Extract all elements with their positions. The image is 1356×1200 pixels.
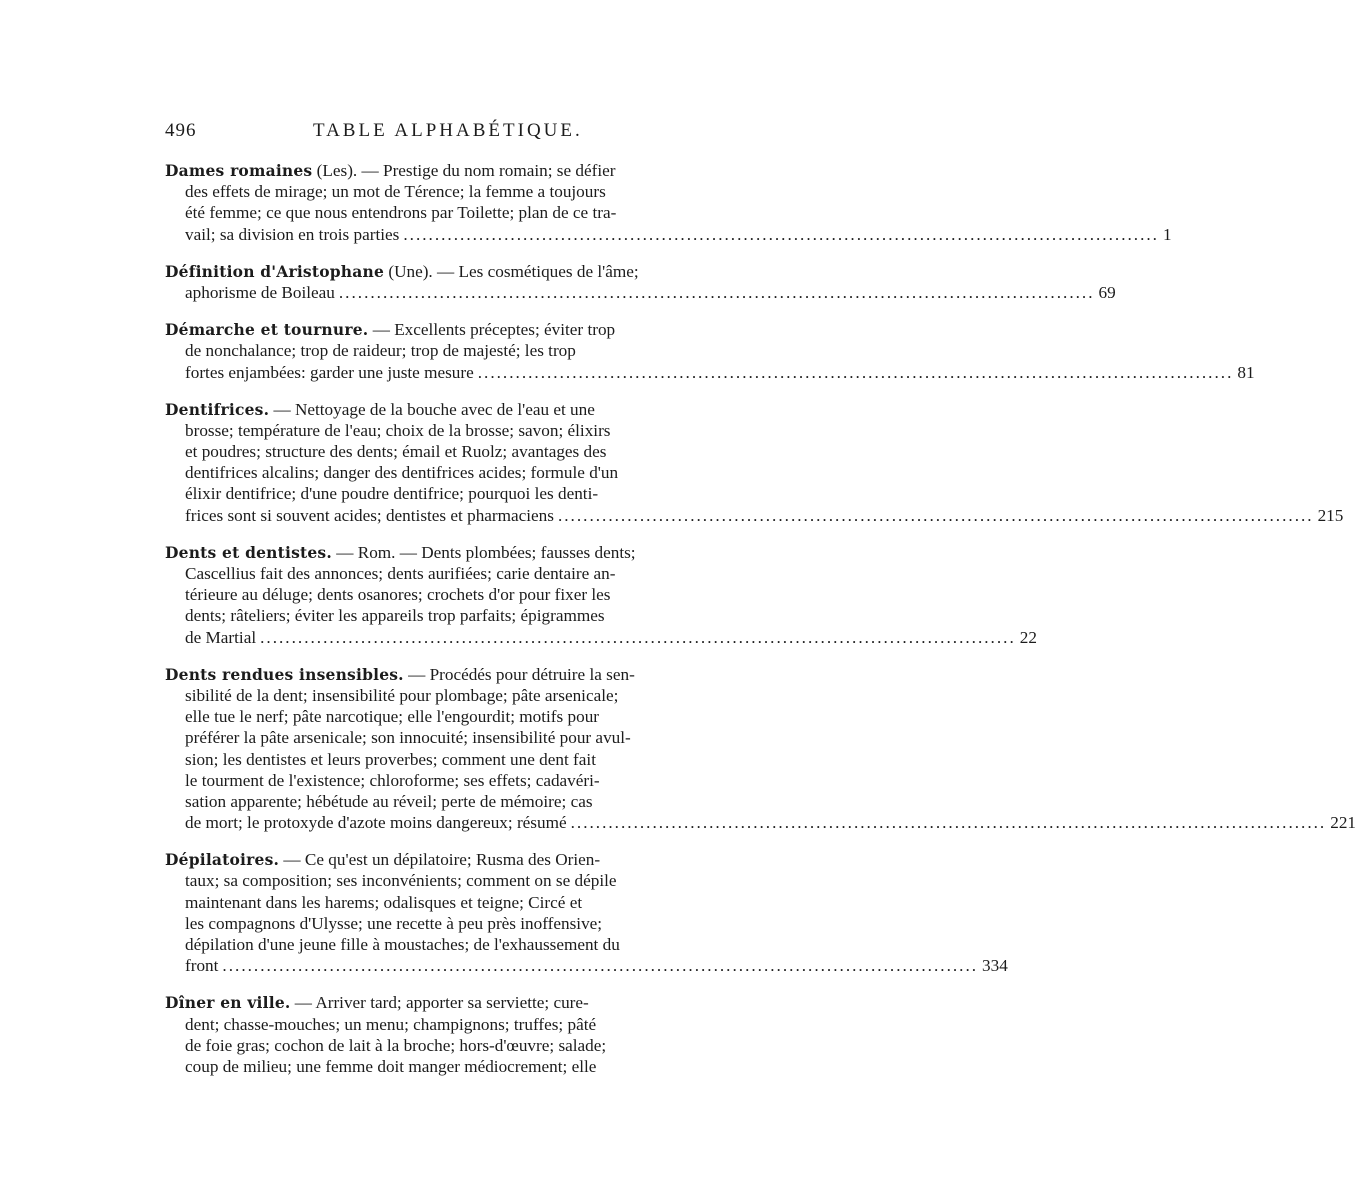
entry-first-line: [165, 319, 686, 340]
entry-continuation-line: brosse; température de l'eau; choix de la brosse; savon; élixirs: [185, 420, 611, 440]
page-reference: 334: [982, 956, 1008, 976]
page-reference: 221: [1330, 813, 1356, 833]
dot-leader: ........................................................................................................................: [403, 224, 1159, 244]
entry-text: de mort; le protoxyde d'azote moins dangereux; résumé: [185, 813, 567, 833]
dot-leader: ........................................................................................................................: [260, 627, 1016, 647]
entry-head-word: Démarche et tournure.: [165, 320, 369, 340]
dot-leader: ........................................................................................................................: [222, 956, 979, 976]
entry-continuation-line: taux; sa composition; ses inconvénients; comment on se dépile: [185, 871, 617, 891]
entry-last-line: [165, 282, 1116, 303]
entry-continuation-line: le tourment de l'existence; chloroforme; ses effets; cadavéri-: [185, 770, 600, 790]
dot-leader: ........................................................................................................................: [570, 813, 1327, 833]
page-header: [165, 120, 685, 148]
index-entry: [165, 160, 1172, 245]
entry-continuation-line: des effets de mirage; un mot de Térence; la femme a toujours: [185, 182, 606, 202]
entry-head-word: Dames romaines: [165, 161, 313, 180]
entry-text: front: [185, 956, 219, 976]
entry-first-line: [165, 849, 686, 870]
entry-text: de Martial: [185, 627, 257, 647]
entry-text: vail; sa division en trois parties: [185, 224, 400, 244]
entry-first-line: [165, 399, 686, 420]
entry-text: (Les). — Prestige du nom romain; se défier: [312, 161, 616, 180]
entry-first-line: [165, 664, 686, 685]
entry-continuation-line: sation apparente; hébétude au réveil; perte de mémoire; cas: [185, 791, 593, 811]
index-entry: [165, 399, 1344, 526]
entry-continuation-line: sion; les dentistes et leurs proverbes; comment une dent fait: [185, 749, 596, 769]
entry-head-word: Dentifrices.: [165, 399, 270, 419]
entry-text: fortes enjambées: garder une juste mesure: [185, 362, 474, 382]
entry-continuation-line: été femme; ce que nous entendrons par Toilette; plan de ce tra-: [185, 203, 617, 223]
entry-continuation-line: dent; chasse-mouches; un menu; champignons; truffes; pâté: [185, 1014, 597, 1034]
entry-first-line: [165, 542, 686, 563]
entry-continuation-line: Cascellius fait des annonces; dents aurifiées; carie dentaire an-: [185, 564, 616, 583]
index-entries: [165, 160, 1356, 1093]
page-reference: 22: [1019, 627, 1037, 647]
entry-continuation-line: et poudres; structure des dents; émail et Ruolz; avantages des: [185, 442, 607, 462]
index-entry: [165, 261, 1116, 303]
dot-leader: ........................................................................................................................: [557, 505, 1314, 525]
index-entry: [165, 849, 1008, 976]
entry-head-word: Dents et dentistes.: [165, 542, 332, 562]
entry-text: — Nettoyage de la bouche avec de l'eau et une: [269, 399, 595, 419]
entry-text: aphorisme de Boileau: [185, 282, 335, 302]
entry-text: — Ce qu'est un dépilatoire; Rusma des Orien-: [279, 850, 601, 870]
page-reference: 215: [1317, 505, 1344, 525]
page-reference: 1: [1162, 224, 1172, 244]
entry-continuation-line: térieure au déluge; dents osanores; crochets d'or pour fixer les: [185, 585, 611, 605]
index-entry: [165, 542, 1037, 648]
entry-continuation-line: dentifrices alcalins; danger des dentifrices acides; formule d'un: [185, 463, 619, 483]
entry-continuation-line: les compagnons d'Ulysse; une recette à peu près inoffensive;: [185, 913, 603, 933]
entry-text: frices sont si souvent acides; dentistes et pharmaciens: [185, 505, 554, 525]
entry-last-line: [165, 627, 1037, 648]
entry-head-word: Dîner en ville.: [165, 993, 291, 1013]
entry-last-line: [165, 812, 1356, 833]
index-entry: [165, 664, 1356, 834]
entry-continuation-line: de nonchalance; trop de raideur; trop de majesté; les trop: [185, 341, 576, 361]
entry-last-line: [165, 224, 1172, 245]
entry-first-line: [165, 261, 686, 282]
entry-continuation-line: maintenant dans les harems; odalisques et teigne; Circé et: [185, 892, 583, 912]
index-entry: [165, 319, 1255, 383]
entry-text: — Rom. — Dents plombées; fausses dents;: [331, 542, 636, 562]
entry-last-line: [165, 505, 1344, 526]
entry-continuation-line: élixir dentifrice; d'une poudre dentifrice; pourquoi les denti-: [185, 484, 599, 504]
entry-continuation-line: elle tue le nerf; pâte narcotique; elle l'engourdit; motifs pour: [185, 707, 600, 727]
entry-text: — Excellents préceptes; éviter trop: [368, 320, 616, 340]
entry-continuation-line: dents; râteliers; éviter les appareils trop parfaits; épigrammes: [185, 606, 605, 626]
entry-continuation-line: coup de milieu; une femme doit manger médiocrement; elle: [185, 1056, 597, 1076]
entry-head-word: Définition d'Aristophane: [165, 261, 385, 281]
entry-text: — Procédés pour détruire la sen-: [403, 664, 635, 684]
page-number: 496: [165, 120, 197, 141]
page-reference: 81: [1237, 362, 1255, 382]
entry-text: — Arriver tard; apporter sa serviette; cure-: [290, 993, 589, 1013]
entry-continuation-line: de foie gras; cochon de lait à la broche; hors-d'œuvre; salade;: [185, 1035, 607, 1055]
dot-leader: ........................................................................................................................: [338, 282, 1095, 302]
dot-leader: ........................................................................................................................: [477, 362, 1234, 382]
entry-head-word: Dépilatoires.: [165, 850, 280, 870]
entry-first-line: [165, 992, 686, 1013]
entry-continuation-line: préférer la pâte arsenicale; son innocuité; insensibilité pour avul-: [185, 728, 631, 748]
entry-text: (Une). — Les cosmétiques de l'âme;: [384, 261, 639, 281]
page-reference: 69: [1098, 282, 1116, 302]
entry-head-word: Dents rendues insensibles.: [165, 664, 404, 684]
entry-first-line: [165, 160, 686, 181]
entry-continuation-line: sibilité de la dent; insensibilité pour plombage; pâte arsenicale;: [185, 685, 619, 705]
entry-last-line: [165, 362, 1255, 383]
entry-last-line: [165, 955, 1008, 976]
running-title: TABLE ALPHABÉTIQUE.: [313, 120, 583, 141]
entry-continuation-line: dépilation d'une jeune fille à moustaches; de l'exhaussement du: [185, 935, 620, 954]
index-entry: [165, 992, 686, 1077]
